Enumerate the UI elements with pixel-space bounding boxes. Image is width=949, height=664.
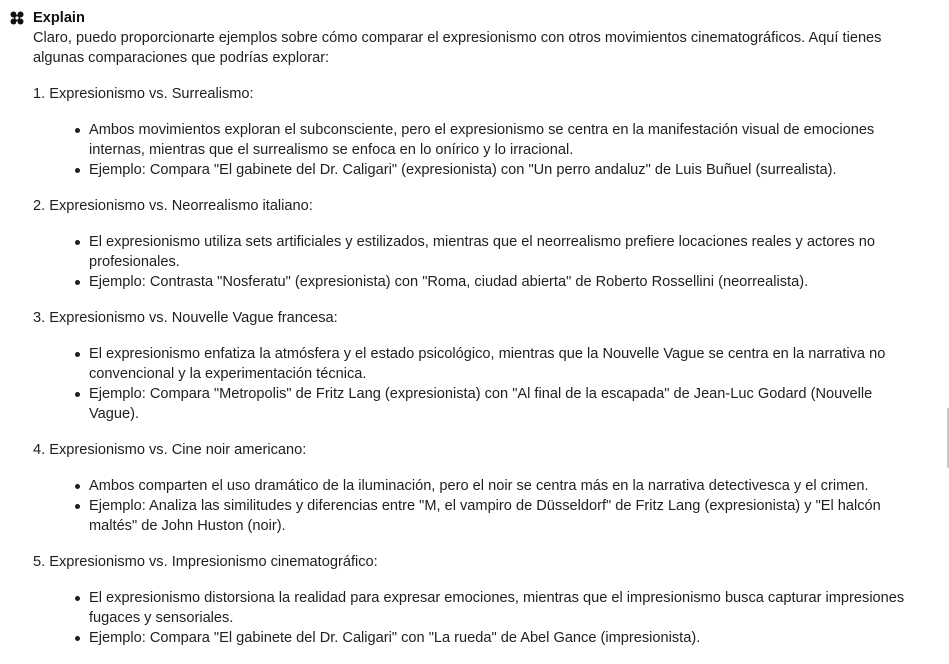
section-title: 5. Expresionismo vs. Impresionismo cinematográfico: [33, 554, 378, 570]
section-title: 2. Expresionismo vs. Neorrealismo italiano: [33, 198, 313, 214]
section-title: 3. Expresionismo vs. Nouvelle Vague francesa: [33, 310, 338, 326]
list-item: Ejemplo: Analiza las similitudes y diferencias entre "M, el vampiro de Düsseldorf" de Fritz Lang (expresionista) y "El halcón maltés" de John Huston (noir). [89, 496, 913, 536]
comparison-section-3 [33, 308, 913, 424]
comparison-section-1 [33, 84, 913, 180]
comparison-section-4 [33, 440, 913, 536]
intro-paragraph: Claro, puedo proporcionarte ejemplos sobre cómo comparar el expresionismo con otros movimientos cinematográficos. Aquí tienes algunas comparaciones que podrías explorar: [33, 30, 882, 66]
bullet-list [33, 120, 913, 180]
list-item: Ejemplo: Contrasta "Nosferatu" (expresionista) con "Roma, ciudad abierta" de Roberto Rossellini (neorrealista). [89, 272, 913, 292]
explanation-content [33, 28, 913, 664]
explain-title: Explain [33, 10, 85, 26]
bullet-list [33, 588, 913, 648]
bullet-list [33, 232, 913, 292]
list-item: Ambos comparten el uso dramático de la iluminación, pero el noir se centra más en la narrativa detectivesca y el crimen. [89, 476, 913, 496]
comparison-section-2 [33, 196, 913, 292]
list-item: El expresionismo distorsiona la realidad para expresar emociones, mientras que el impresionismo busca capturar impresiones fugaces y sensoriales. [89, 588, 913, 628]
comparison-section-5 [33, 552, 913, 648]
bullet-list [33, 344, 913, 424]
explain-icon [10, 11, 24, 25]
list-item: Ambos movimientos exploran el subconsciente, pero el expresionismo se centra en la manifestación visual de emociones internas, mientras que el surrealismo se enfoca en lo onírico y lo irracional. [89, 120, 913, 160]
bullet-list [33, 476, 913, 536]
list-item: Ejemplo: Compara "El gabinete del Dr. Caligari" con "La rueda" de Abel Gance (impresionista). [89, 628, 913, 648]
section-title: 1. Expresionismo vs. Surrealismo: [33, 86, 254, 102]
section-title: 4. Expresionismo vs. Cine noir americano: [33, 442, 307, 458]
list-item: Ejemplo: Compara "Metropolis" de Fritz Lang (expresionista) con "Al final de la escapada" de Jean-Luc Godard (Nouvelle Vague). [89, 384, 913, 424]
explain-header [10, 8, 85, 28]
list-item: El expresionismo enfatiza la atmósfera y el estado psicológico, mientras que la Nouvelle Vague se centra en la narrativa no convencional y la experimentación técnica. [89, 344, 913, 384]
list-item: El expresionismo utiliza sets artificiales y estilizados, mientras que el neorrealismo prefiere locaciones reales y actores no profesionales. [89, 232, 913, 272]
list-item: Ejemplo: Compara "El gabinete del Dr. Caligari" (expresionista) con "Un perro andaluz" de Luis Buñuel (surrealista). [89, 160, 913, 180]
